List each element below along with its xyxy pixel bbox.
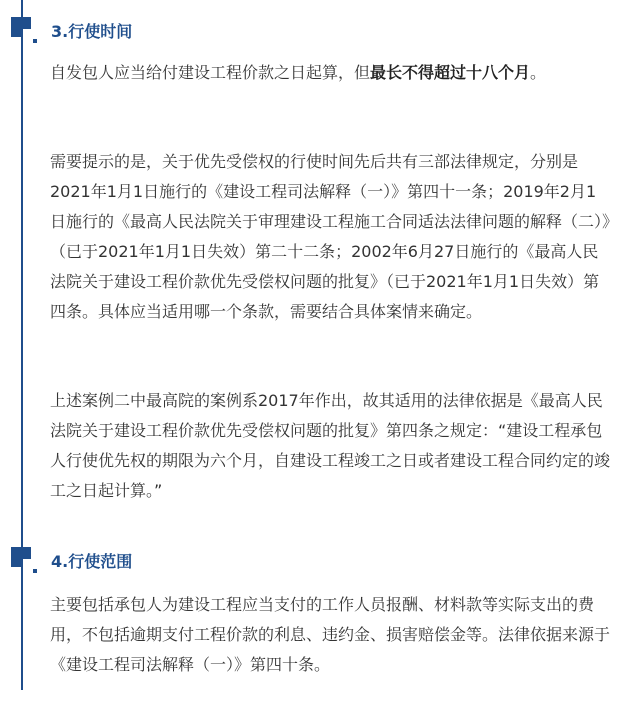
section-title: 3.行使时间 <box>51 21 133 41</box>
paragraph: 自发包人应当给付建设工程价款之日起算，但最长不得超过十八个月。 <box>50 63 547 82</box>
paragraph: 主要包括承包人为建设工程应当支付的工作人员报酬、材料款等实际支出的费用，不包括逾期支付工程价款的利息、违约金、损害赔偿金等。法律依据来源于《建设工程司法解释（一）》第四十条。 <box>50 595 611 674</box>
section-title: 4.行使范围 <box>51 551 133 571</box>
section-heading-4 <box>11 545 132 575</box>
section-marker-icon <box>11 17 37 43</box>
section-heading-3 <box>11 15 132 45</box>
emphasis-text: 最长不得超过十八个月 <box>370 63 531 82</box>
paragraph: 上述案例二中最高院的案例系2017年作出，故其适用的法律依据是《最高人民法院关于建设工程价款优先受偿权问题的批复》第四条之规定：“建设工程承包人行使优先权的期限为六个月，自建设工程竣工之日或者建设工程合同约定的竣工之日起计算。” <box>50 391 611 500</box>
left-rail <box>21 0 23 690</box>
paragraph: 需要提示的是，关于优先受偿权的行使时间先后共有三部法律规定，分别是2021年1月1日施行的《建设工程司法解释（一）》第四十一条；2019年2月1日施行的《最高人民法院关于审理建设工程施工合同适法法律问题的解释（二）》（已于2021年1月1日失效）第二十二条；2002年6月27日施行的《最高人民法院关于建设工程价款优先受偿权问题的批复》（已于2021年1月1日失效）第四条。具体应当适用哪一个条款，需要结合具体案情来确定。 <box>50 152 611 321</box>
section-marker-icon <box>11 547 37 573</box>
